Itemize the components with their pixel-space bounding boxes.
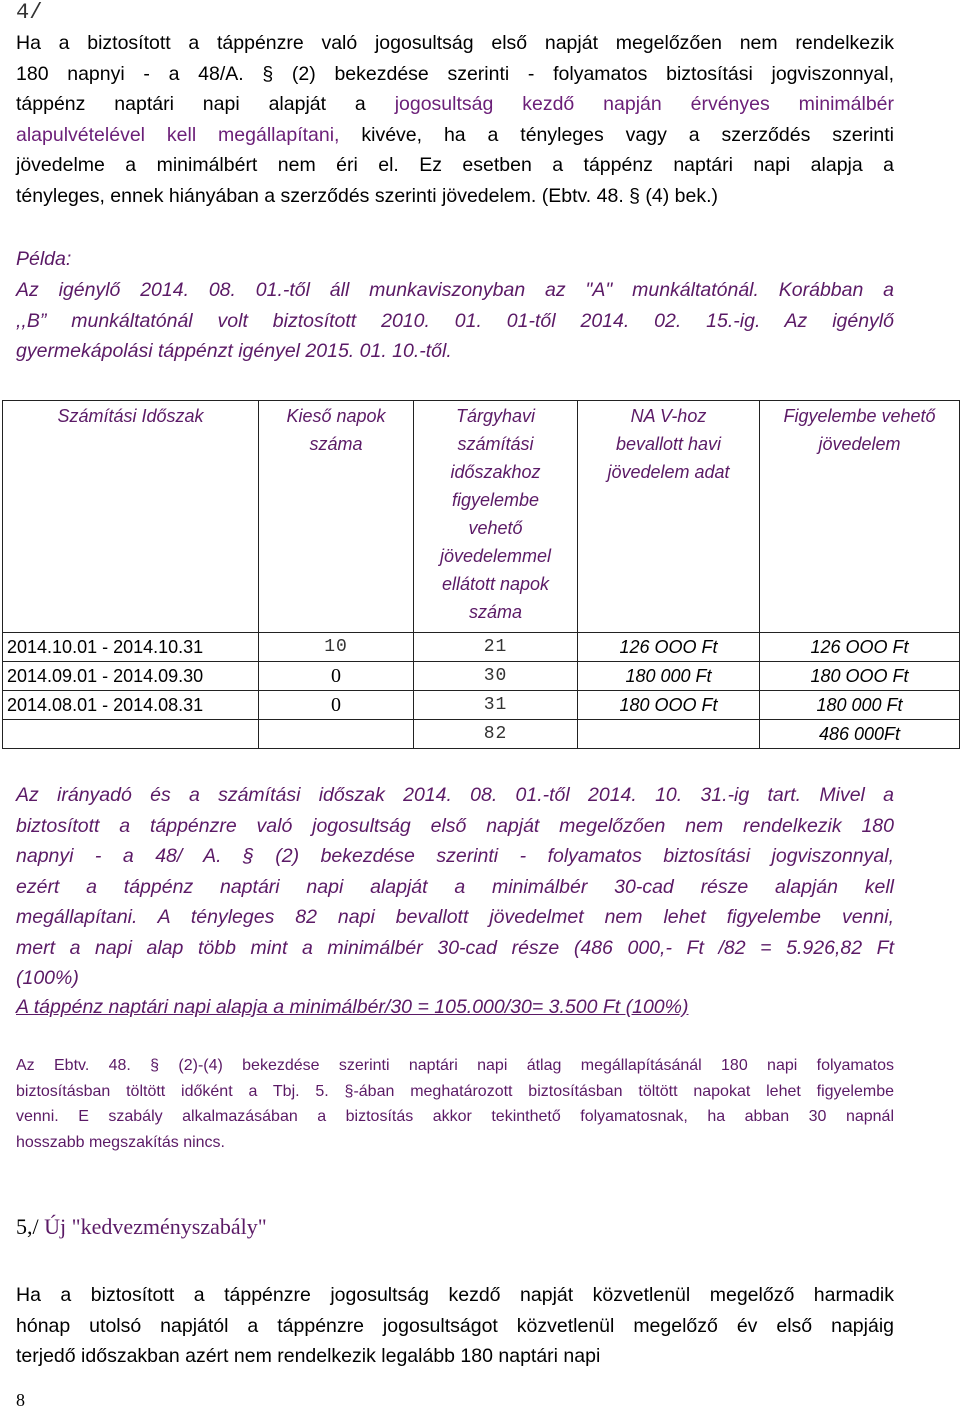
intro-highlight: jogosultság kezdő napján érvényes minimálbér	[394, 93, 895, 115]
conclusion-result: A táppénz naptári napi alapja a minimálbér/30 = 105.000/30= 3.500 Ft (100%)	[16, 996, 689, 1018]
cell-considered: 180 000 Ft	[760, 691, 960, 720]
cell-days: 30	[414, 662, 578, 691]
cell-days: 21	[414, 633, 578, 662]
cell-days: 31	[414, 691, 578, 720]
cell-empty	[259, 720, 414, 749]
header-lost-days: Kieső napok száma	[259, 401, 414, 633]
example-line: Az igénylő 2014. 08. 01.-től áll munkaviszonyban az "A" munkáltatónál. Korábban a	[16, 279, 894, 301]
header-considered: Figyelembe vehető jövedelem	[760, 401, 960, 633]
section-number: 5,/	[16, 1214, 39, 1239]
conclusion-line: (100%)	[16, 967, 79, 989]
intro-text: kivéve, ha a tényleges vagy a szerződés szerinti	[339, 123, 894, 146]
cell-period: 2014.09.01 - 2014.09.30	[3, 662, 259, 691]
section-title: Új "kedvezményszabály"	[44, 1214, 267, 1239]
intro-line: Ha a biztosított a táppénzre való jogosultság első napját megelőzően nem rendelkezik	[16, 32, 894, 54]
note-paragraph	[16, 1053, 894, 1155]
cell-period: 2014.10.01 - 2014.10.31	[3, 633, 259, 662]
note-line: venni. E szabály alkalmazásában a biztosítás akkor tekinthető folyamatosnak, ha abban 30 napnál	[16, 1108, 894, 1125]
section-5-paragraph	[16, 1280, 894, 1372]
cell-lost-days: 0	[259, 662, 414, 691]
intro-paragraph	[16, 28, 894, 211]
section-5-line: Ha a biztosított a táppénzre jogosultság kezdő napját közvetlenül megelőző harmadik	[16, 1284, 894, 1306]
cell-considered: 180 OOO Ft	[760, 662, 960, 691]
table-row	[3, 662, 960, 691]
intro-line: tényleges, ennek hiányában a szerződés szerinti jövedelem. (Ebtv. 48. § (4) bek.)	[16, 184, 719, 207]
page-marker: 4/	[16, 0, 43, 25]
conclusion-line: Az irányadó és a számítási időszak 2014. 08. 01.-től 2014. 10. 31.-ig tart. Mivel a	[16, 784, 894, 806]
example-label: Példa:	[16, 248, 72, 270]
intro-line: 180 napnyi - a 48/A. § (2) bekezdése szerinti - folyamatos biztosítási jogviszonnyal,	[16, 62, 894, 85]
cell-declared: 180 000 Ft	[578, 662, 760, 691]
cell-considered: 126 OOO Ft	[760, 633, 960, 662]
cell-period: 2014.08.01 - 2014.08.31	[3, 691, 259, 720]
header-declared: NA V-hoz bevallott havi jövedelem adat	[578, 401, 760, 633]
cell-lost-days: 0	[259, 691, 414, 720]
cell-empty	[578, 720, 760, 749]
conclusion-line: mert a napi alap több mint a minimálbér 30-cad része (486 000,- Ft /82 = 5.926,82 Ft	[16, 936, 894, 959]
cell-declared: 180 OOO Ft	[578, 691, 760, 720]
example-line: gyermekápolási táppénzt igényel 2015. 01. 10.-től.	[16, 340, 452, 362]
table-row	[3, 691, 960, 720]
intro-line	[16, 120, 894, 151]
intro-line	[16, 89, 894, 120]
note-line: biztosításban töltött időként a Tbj. 5. §-ában meghatározott biztosításban töltött napokat lehet figyelembe	[16, 1082, 894, 1100]
example-paragraph	[16, 275, 894, 367]
conclusion-line: biztosított a táppénzre való jogosultság első napját megelőzően nem rendelkezik 180	[16, 814, 894, 837]
calculation-table	[2, 400, 960, 749]
intro-highlight: alapulvételével kell megállapítani,	[16, 123, 340, 146]
conclusion-line: napnyi - a 48/ A. § (2) bekezdése szerinti - folyamatos biztosítási jogviszonnyal,	[16, 845, 894, 867]
table-header-row	[3, 401, 960, 633]
header-period: Számítási Időszak	[3, 401, 259, 633]
conclusion-paragraph	[16, 780, 894, 994]
page-number: 8	[16, 1390, 25, 1410]
conclusion-line: ezért a táppénz naptári napi alapját a minimálbér 30-cad része alapján kell	[16, 875, 894, 898]
note-line: Az Ebtv. 48. § (2)-(4) bekezdése szerinti naptári napi átlag megállapításánál 180 napi folyamatos	[16, 1057, 894, 1074]
cell-empty	[3, 720, 259, 749]
header-days: Tárgyhavi számítási időszakhoz figyelembe vehető jövedelemmel ellátott napok száma	[414, 401, 578, 633]
table-total-row	[3, 720, 960, 749]
section-5-heading	[16, 1214, 267, 1240]
cell-declared: 126 OOO Ft	[578, 633, 760, 662]
conclusion-line: megállapítani. A tényleges 82 napi bevallott jövedelmet nem lehet figyelembe venni,	[16, 906, 894, 928]
example-line: ,,B” munkáltatónál volt biztosított 2010. 01. 01-től 2014. 02. 15.-ig. Az igénylő	[16, 309, 894, 332]
section-5-line: terjedő időszakban azért nem rendelkezik legalább 180 naptári napi	[16, 1345, 601, 1367]
section-5-line: hónap utolsó napjától a táppénzre jogosultságot közvetlenül megelőző év első napjáig	[16, 1314, 894, 1337]
intro-line: jövedelme a minimálbért nem éri el. Ez esetben a táppénz naptári napi alapja a	[16, 154, 894, 176]
note-line: hosszabb megszakítás nincs.	[16, 1133, 225, 1151]
cell-total-days: 82	[414, 720, 578, 749]
cell-total-considered: 486 000Ft	[760, 720, 960, 749]
cell-lost-days: 10	[259, 633, 414, 662]
table-row	[3, 633, 960, 662]
intro-text: táppénz naptári napi alapját a	[16, 93, 395, 115]
